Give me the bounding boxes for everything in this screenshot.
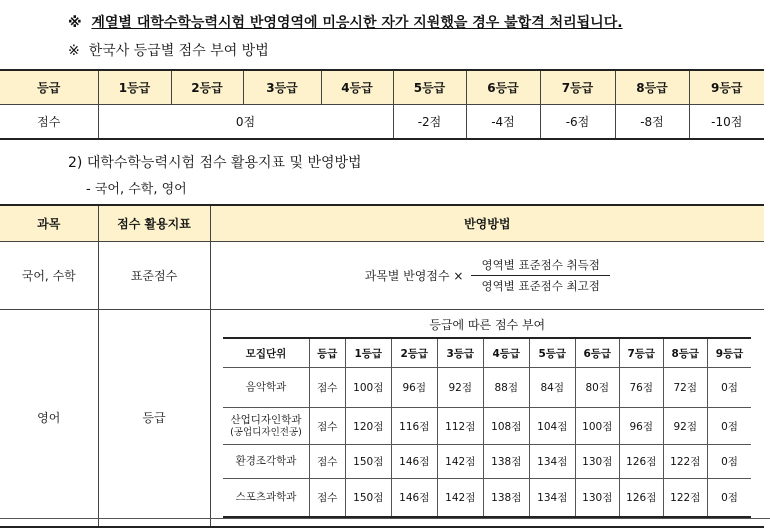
- score-cell: 92점: [663, 408, 707, 445]
- score-cell: 122점: [663, 479, 707, 517]
- label-cell: 점수: [309, 445, 345, 479]
- header-cell: 9등급: [707, 338, 751, 368]
- history-score-row: [0, 105, 764, 140]
- header-cell: 8등급: [615, 70, 689, 105]
- dept-cell: [223, 408, 309, 445]
- inner-header-row: [223, 338, 751, 368]
- score-cell: 80점: [575, 368, 619, 408]
- section-subtitle: - 국어, 수학, 영어: [86, 182, 187, 197]
- indicator-cell: 등급: [98, 310, 210, 527]
- score-cell: 134점: [529, 445, 575, 479]
- score-cell: 138점: [483, 445, 529, 479]
- score-cell: 126점: [619, 479, 663, 517]
- header-cell: 5등급: [529, 338, 575, 368]
- header-cell: 6등급: [575, 338, 619, 368]
- score-cell: 142점: [437, 479, 483, 517]
- score-cell: 120점: [345, 408, 391, 445]
- english-grade-table: [223, 337, 751, 518]
- score-cell: 0점: [707, 408, 751, 445]
- score-cell: 122점: [663, 445, 707, 479]
- score-cell: 142점: [437, 445, 483, 479]
- notice-line-2: [68, 40, 269, 60]
- score-cell: 72점: [663, 368, 707, 408]
- header-cell: 2등급: [171, 70, 243, 105]
- notice-text-2: 한국사 등급별 점수 부여 방법: [88, 43, 269, 59]
- header-cell: 1등급: [345, 338, 391, 368]
- header-cell: 모집단위: [223, 338, 309, 368]
- english-scoring-cell: [210, 310, 764, 527]
- header-cell: 1등급: [98, 70, 171, 105]
- history-header-row: [0, 70, 764, 105]
- score-cell: 126점: [619, 445, 663, 479]
- header-cell: 2등급: [391, 338, 437, 368]
- header-cell: 3등급: [243, 70, 321, 105]
- table-row: [223, 445, 751, 479]
- score-cell: 146점: [391, 445, 437, 479]
- note-symbol: ※: [68, 43, 80, 59]
- score-cell: 146점: [391, 479, 437, 517]
- header-cell: 9등급: [689, 70, 764, 105]
- header-cell: 점수 활용지표: [98, 205, 210, 242]
- label-cell: 점수: [309, 408, 345, 445]
- row-label: 점수: [0, 105, 98, 140]
- score-cell: 104점: [529, 408, 575, 445]
- score-cell: 100점: [575, 408, 619, 445]
- table-row: [223, 479, 751, 517]
- formula: [211, 257, 765, 294]
- dept-cell: 스포츠과학과: [223, 479, 309, 517]
- section-title: 2) 대학수학능력시험 점수 활용지표 및 반영방법: [68, 155, 362, 171]
- score-cell: 150점: [345, 479, 391, 517]
- label-cell: 점수: [309, 368, 345, 408]
- subject-cell: 국어, 수학: [0, 242, 98, 310]
- score-cell: 130점: [575, 445, 619, 479]
- score-cell: 88점: [483, 368, 529, 408]
- subject-cell: 영어: [0, 310, 98, 527]
- header-cell: 7등급: [540, 70, 615, 105]
- history-grade-table: [0, 69, 764, 140]
- dept-cell: 환경조각학과: [223, 445, 309, 479]
- score-cell: 84점: [529, 368, 575, 408]
- header-cell: 등급: [0, 70, 98, 105]
- notice-line-1: [68, 12, 623, 32]
- notice-text-1: 계열별 대학수학능력시험 반영영역에 미응시한 자가 지원했을 경우 불합격 처리됩니다.: [91, 15, 623, 31]
- score-cell: 108점: [483, 408, 529, 445]
- dept-subname: (공업디자인전공): [230, 426, 302, 438]
- score-cell: 92점: [437, 368, 483, 408]
- fraction-numerator: 영역별 표준점수 취득점: [471, 257, 609, 276]
- header-cell: 3등급: [437, 338, 483, 368]
- method-row-english: [0, 310, 764, 527]
- score-cell: 116점: [391, 408, 437, 445]
- score-cell: 130점: [575, 479, 619, 517]
- header-cell: 4등급: [321, 70, 393, 105]
- score-cell: 100점: [345, 368, 391, 408]
- fraction: [471, 257, 609, 294]
- dept-name: 산업디자인학과: [230, 413, 302, 426]
- formula-cell: [210, 242, 764, 310]
- header-cell: 반영방법: [210, 205, 764, 242]
- table-row: [223, 408, 751, 445]
- score-cell: 112점: [437, 408, 483, 445]
- indicator-cell: 표준점수: [98, 242, 210, 310]
- score-cell: 0점: [707, 445, 751, 479]
- score-cell: 0점: [707, 368, 751, 408]
- score-cell: 138점: [483, 479, 529, 517]
- header-cell: 등급: [309, 338, 345, 368]
- inner-table-title: 등급에 따른 점수 부여: [429, 318, 546, 332]
- method-header-row: [0, 205, 764, 242]
- score-cell: -10점: [689, 105, 764, 140]
- header-cell: 8등급: [663, 338, 707, 368]
- score-cell: 96점: [391, 368, 437, 408]
- score-cell: -2점: [393, 105, 466, 140]
- fraction-denominator: 영역별 표준점수 최고점: [481, 279, 600, 293]
- score-cell: -6점: [540, 105, 615, 140]
- score-cell: 0점: [707, 479, 751, 517]
- header-cell: 6등급: [466, 70, 540, 105]
- score-cell: -4점: [466, 105, 540, 140]
- method-table: [0, 204, 764, 528]
- header-cell: 과목: [0, 205, 98, 242]
- header-cell: 7등급: [619, 338, 663, 368]
- formula-left: 과목별 반영점수 ×: [364, 269, 464, 283]
- method-row-korean-math: [0, 242, 764, 310]
- score-cell: -8점: [615, 105, 689, 140]
- header-cell: 4등급: [483, 338, 529, 368]
- score-cell: 96점: [619, 408, 663, 445]
- table-row: [223, 368, 751, 408]
- score-cell: 150점: [345, 445, 391, 479]
- score-cell: 76점: [619, 368, 663, 408]
- score-cell: 134점: [529, 479, 575, 517]
- bottom-divider: [0, 518, 770, 519]
- label-cell: 점수: [309, 479, 345, 517]
- dept-cell: 음악학과: [223, 368, 309, 408]
- score-cell-merged: 0점: [98, 105, 393, 140]
- note-symbol: ※: [68, 15, 82, 31]
- header-cell: 5등급: [393, 70, 466, 105]
